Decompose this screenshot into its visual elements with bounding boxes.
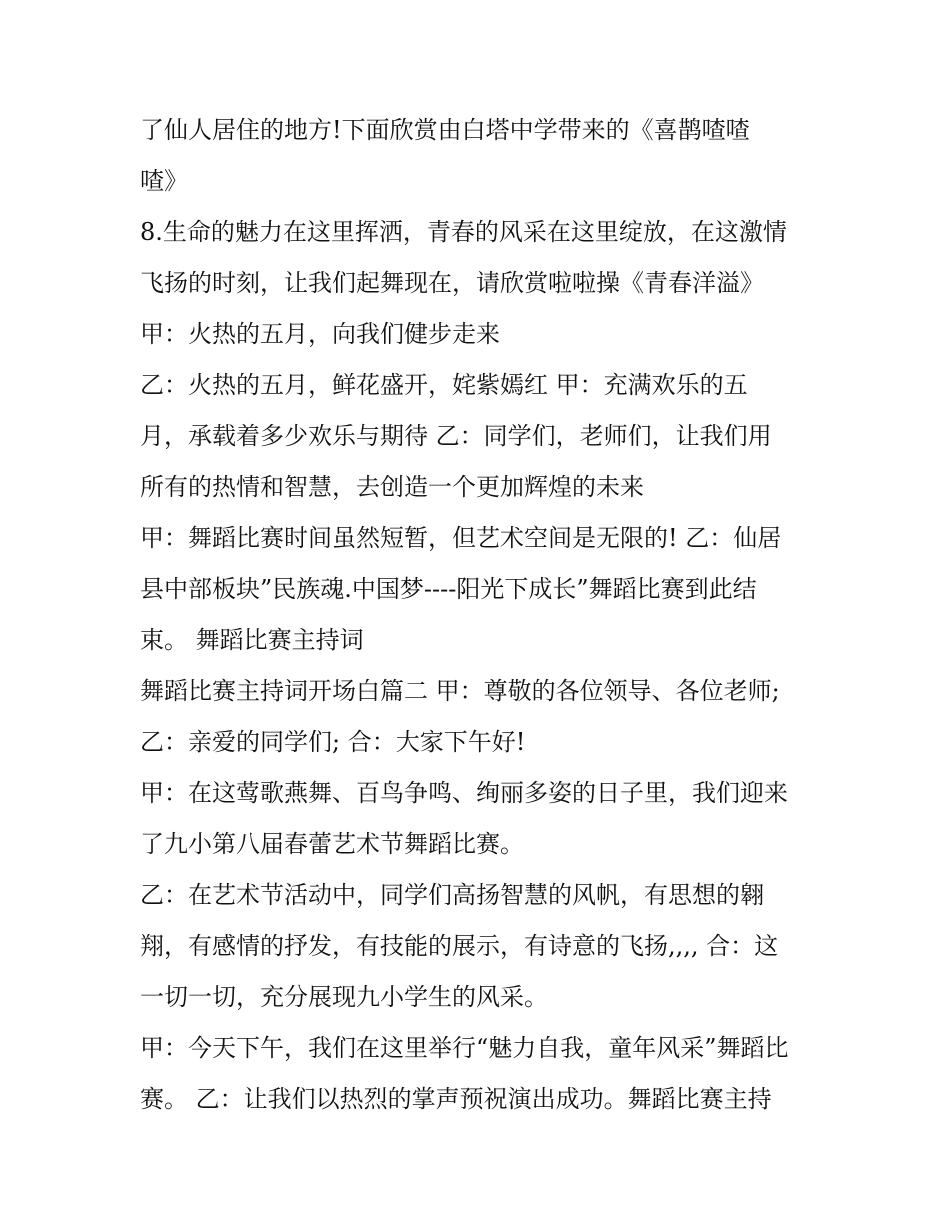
text-line: 赛。 乙：让我们以热烈的掌声预祝演出成功。舞蹈比赛主持 (140, 1085, 772, 1113)
text-line: 乙：亲爱的同学们; 合：大家下午好! (140, 728, 526, 756)
text-line: 月，承载着多少欢乐与期待 乙：同学们，老师们，让我们用 (140, 422, 772, 450)
text-line: 束。 舞蹈比赛主持词 (140, 626, 364, 654)
text-line: 8.生命的魅力在这里挥洒，青春的风采在这里绽放，在这激情 (140, 218, 787, 246)
text-line: 喳》 (140, 167, 188, 195)
text-line: 一切一切，充分展现九小学生的风采。 (140, 983, 548, 1011)
text-line: 县中部板块”民族魂.中国梦----阳光下成长”舞蹈比赛到此结 (140, 575, 757, 603)
text-line: 甲：今天下午，我们在这里举行“魅力自我，童年风采”舞蹈比 (140, 1034, 789, 1062)
text-line: 甲：在这莺歌燕舞、百鸟争鸣、绚丽多姿的日子里，我们迎来 (140, 779, 788, 807)
text-line: 甲：舞蹈比赛时间虽然短暂，但艺术空间是无限的! 乙：仙居 (140, 524, 782, 552)
text-line: 甲：火热的五月，向我们健步走来 (140, 320, 500, 348)
text-line: 乙：火热的五月，鲜花盛开，姹紫嫣红 甲：充满欢乐的五 (140, 371, 748, 399)
text-line: 了九小第八届春蕾艺术节舞蹈比赛。 (140, 830, 524, 858)
text-line: 了仙人居住的地方!下面欣赏由白塔中学带来的《喜鹊喳喳 (140, 116, 750, 144)
text-line: 舞蹈比赛主持词开场白篇二 甲：尊敬的各位领导、各位老师; (140, 677, 780, 705)
text-line: 所有的热情和智慧，去创造一个更加辉煌的未来 (140, 473, 644, 501)
text-line: 飞扬的时刻，让我们起舞现在，请欣赏啦啦操《青春洋溢》 (140, 269, 764, 297)
text-line: 翔，有感情的抒发，有技能的展示，有诗意的飞扬,,,, 合：这 (140, 932, 779, 960)
text-line: 乙：在艺术节活动中，同学们高扬智慧的风帆，有思想的翱 (140, 881, 764, 909)
